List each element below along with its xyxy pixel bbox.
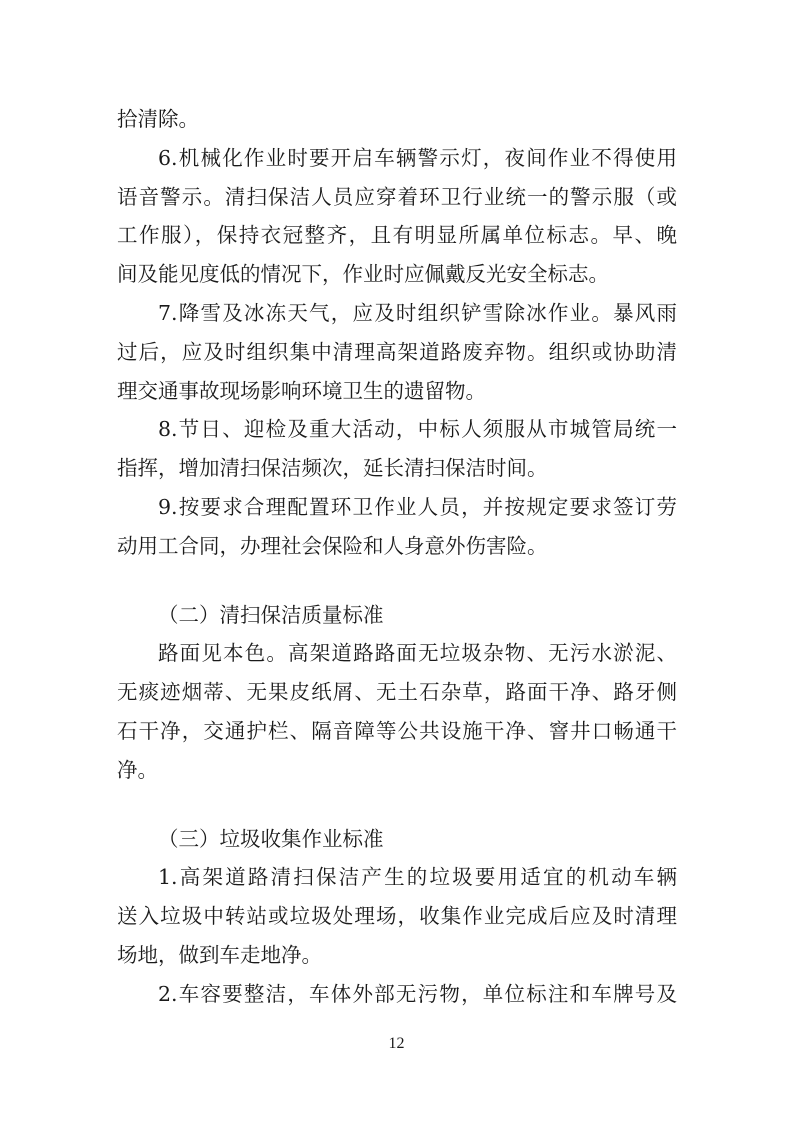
text-line: 间及能见度低的情况下，作业时应佩戴反光安全标志。: [117, 262, 609, 287]
text-line: 净。: [117, 757, 158, 782]
text-line: 动用工合同，办理社会保险和人身意外伤害险。: [117, 533, 548, 558]
text-line: 工作服），保持衣冠整齐，且有明显所属单位标志。早、晚: [117, 223, 677, 248]
section-heading: （二）清扫保洁质量标准: [158, 602, 384, 627]
text-line: 送入垃圾中转站或垃圾处理场，收集作业完成后应及时清理: [117, 904, 677, 929]
text-line: 语音警示。清扫保洁人员应穿着环卫行业统一的警示服（或: [117, 184, 677, 209]
item-1-line: 1.高架道路清扫保洁产生的垃圾要用适宜的机动车辆: [158, 865, 677, 890]
item-9-line: 9.按要求合理配置环卫作业人员，并按规定要求签订劳: [158, 494, 677, 519]
item-8-line: 8.节日、迎检及重大活动，中标人须服从市城管局统一: [158, 417, 677, 442]
page-body: [117, 100, 677, 1014]
item-2-line: 2.车容要整洁，车体外部无污物，单位标注和车牌号及: [158, 981, 677, 1006]
text-line: 场地，做到车走地净。: [117, 942, 322, 967]
section-heading: （三）垃圾收集作业标准: [158, 826, 384, 851]
section-gap: [117, 566, 677, 596]
text-line: 过后，应及时组织集中清理高架道路废弃物。组织或协助清: [117, 339, 677, 364]
item-6-line: 6.机械化作业时要开启车辆警示灯，夜间作业不得使用: [158, 145, 677, 170]
paragraph-first-line: 路面见本色。高架道路路面无垃圾杂物、无污水淤泥、: [158, 641, 677, 666]
section-gap: [117, 790, 677, 820]
text-line: 拾清除。: [117, 107, 199, 131]
text-line: 指挥，增加清扫保洁频次，延长清扫保洁时间。: [117, 456, 548, 481]
page-number: 12: [388, 1035, 405, 1052]
item-7-line: 7.降雪及冰冻天气，应及时组织铲雪除冰作业。暴风雨: [158, 300, 677, 325]
text-line: 无痰迹烟蒂、无果皮纸屑、无土石杂草，路面干净、路牙侧: [117, 680, 677, 705]
text-line: 石干净，交通护栏、隔音障等公共设施干净、窨井口畅通干: [117, 718, 677, 743]
text-line: 理交通事故现场影响环境卫生的遗留物。: [117, 378, 486, 403]
